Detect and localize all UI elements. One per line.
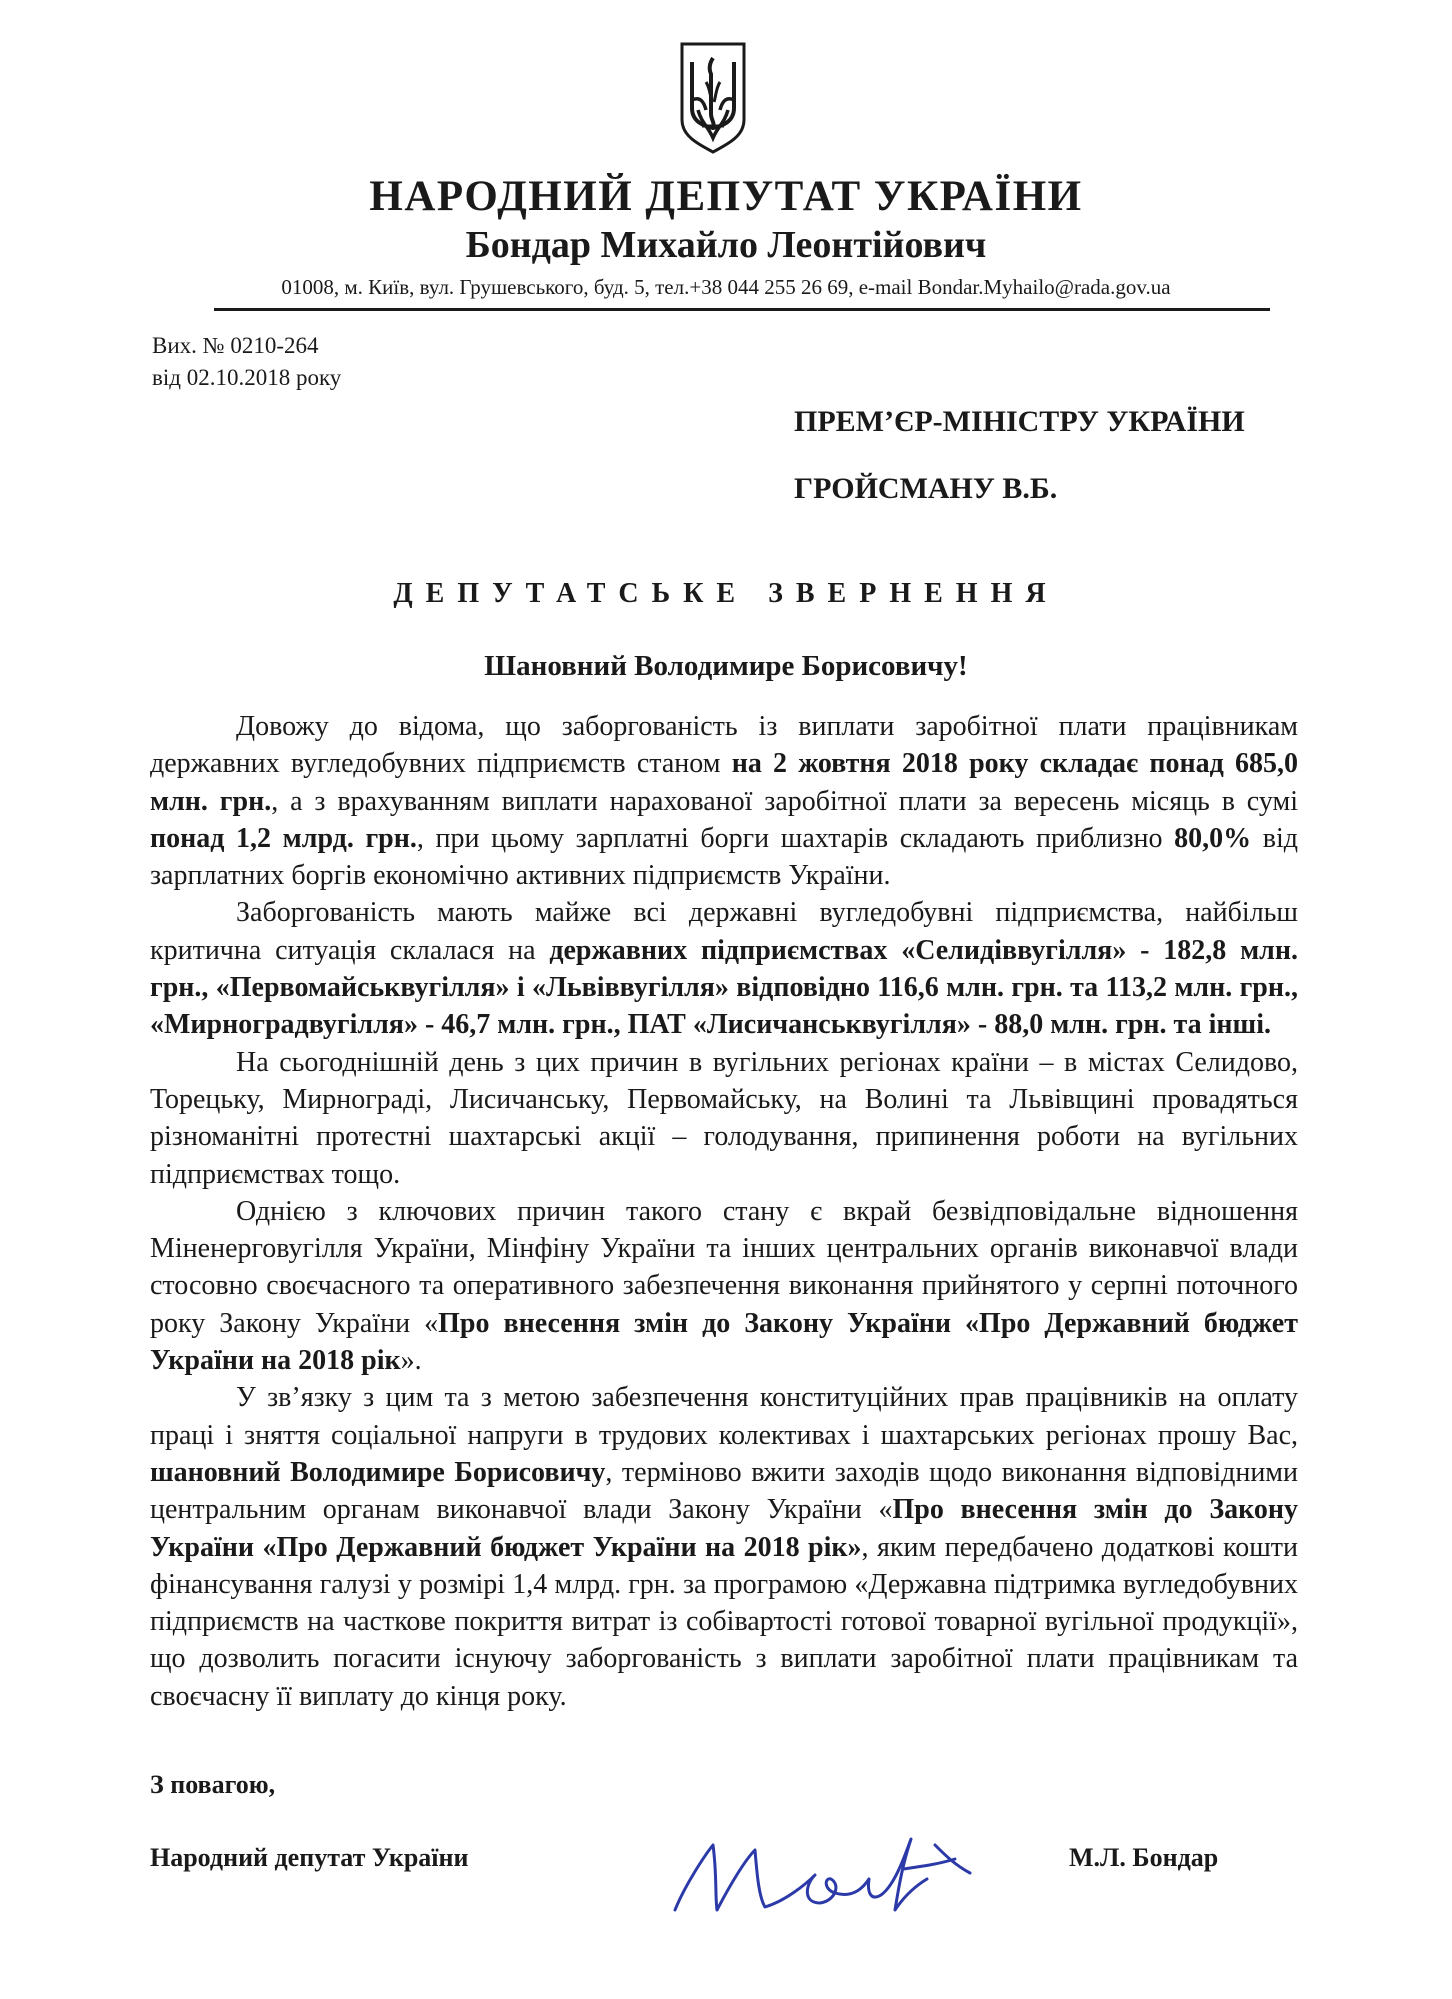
text-run: від зарплатних боргів економічно активних підприємств України. <box>150 822 1298 892</box>
paragraph <box>150 1193 1298 1379</box>
salutation: Шановний Володимире Борисовичу! <box>484 650 968 682</box>
paragraph <box>150 1044 1298 1193</box>
emphasized-text: шановний Володимире Борисовичу <box>150 1456 606 1488</box>
handwritten-signature <box>655 1815 995 1925</box>
text-run: , яким передбачено додаткові кошти фінансування галузі у розмірі 1,4 млрд. грн. за програмою «Державна підтримка вугледобувних підприємств на часткове покриття витрат із собівартості готової товарної вугільної продукції», що дозволить погасити існуючу заборгованість з виплати заробітної плати працівникам та своєчасну її виплату до кінця року. <box>150 1531 1298 1712</box>
text-run: Довожу до відома, що заборгованість із виплати заробітної плати працівникам державних вугледобувних підприємств станом <box>150 711 1298 780</box>
emphasized-text: державних підприємствах «Селидіввугілля» - 182,8 млн. грн., «Первомайськвугілля» і «Львіввугілля» відповідно 116,6 млн. грн. та 113,2 млн. грн., «Мирноградвугілля» - 46,7 млн. грн., ПАТ «Лисичанськвугілля» - 88,0 млн. грн. та інші. <box>150 934 1298 1041</box>
text-run: На сьогоднішній день з цих причин в вугільних регіонах країни – в містах Селидово, Торецьку, Мирнограді, Лисичанську, Первомайську, на Волині та Львівщині провадяться різноманітні протестні шахтарські акції – голодування, припинення роботи на вугільних підприємствах тощо. <box>150 1046 1298 1190</box>
outgoing-date: від 02.10.2018 року <box>152 365 342 390</box>
letterhead-contacts: 01008, м. Київ, вул. Грушевського, буд. 5, тел.+38 044 255 26 69, e-mail Bondar.Myhailo@rada.gov.ua <box>281 275 1171 299</box>
coat-of-arms-emblem <box>676 40 750 156</box>
paragraph <box>150 894 1298 1043</box>
text-run: , а з врахуванням виплати нарахованої заробітної плати за вересень місяць в сумі <box>271 785 1298 817</box>
addressee-name: ГРОЙСМАНУ В.Б. <box>794 472 1058 505</box>
closing-phrase: З повагою, <box>150 1770 276 1799</box>
document-title: ДЕПУТАТСЬКЕ ЗВЕРНЕННЯ <box>393 578 1059 609</box>
signatory-role: Народний депутат України <box>150 1843 469 1872</box>
addressee-position: ПРЕМ’ЄР-МІНІСТРУ УКРАЇНИ <box>794 405 1245 438</box>
signatory-name: М.Л. Бондар <box>1069 1843 1219 1872</box>
letter-body <box>150 708 1298 1715</box>
deputy-name: Бондар Михайло Леонтійович <box>465 224 987 266</box>
text-run: , при цьому зарплатні борги шахтарів складають приблизно <box>416 822 1175 854</box>
text-run: У зв’язку з цим та з метою забезпечення конституційних прав працівників на оплату праці і зняття соціальної напруги в трудових колективах і шахтарських регіонах прошу Вас, <box>150 1382 1298 1451</box>
letterhead-title: НАРОДНИЙ ДЕПУТАТ УКРАЇНИ <box>369 173 1083 220</box>
emphasized-text: понад 1,2 млрд. грн. <box>150 822 417 854</box>
emphasized-text: Про внесення змін до Закону України «Про Державний бюджет України на 2018 рік <box>150 1307 1298 1377</box>
text-run: , терміново вжити заходів щодо виконання відповідними центральним органам виконавчої влади Закону України « <box>150 1456 1299 1526</box>
paragraph <box>150 1379 1298 1715</box>
emphasized-text: на 2 жовтня 2018 року складає понад 685,0 млн. грн. <box>150 748 1298 817</box>
text-run: Заборгованість мають майже всі державні вугледобувні підприємства, найбільш критична ситуація склалася на <box>150 897 1298 966</box>
letterhead-divider <box>214 308 1270 311</box>
emphasized-text: 80,0% <box>1174 822 1252 854</box>
text-run: Однією з ключових причин такого стану є вкрай безвідповідальне відношення Міненерговугілля України, Мінфіну України та інших центральних органів виконавчої влади стосовно своєчасного та оперативного забезпечення виконання прийнятого у серпні поточного року Закону України « <box>150 1195 1298 1339</box>
paragraph <box>150 708 1298 894</box>
emphasized-text: Про внесення змін до Закону України «Про Державний бюджет України на 2018 рік» <box>150 1494 1298 1563</box>
text-run: ». <box>400 1345 422 1377</box>
outgoing-number: Вих. № 0210-264 <box>152 333 319 358</box>
